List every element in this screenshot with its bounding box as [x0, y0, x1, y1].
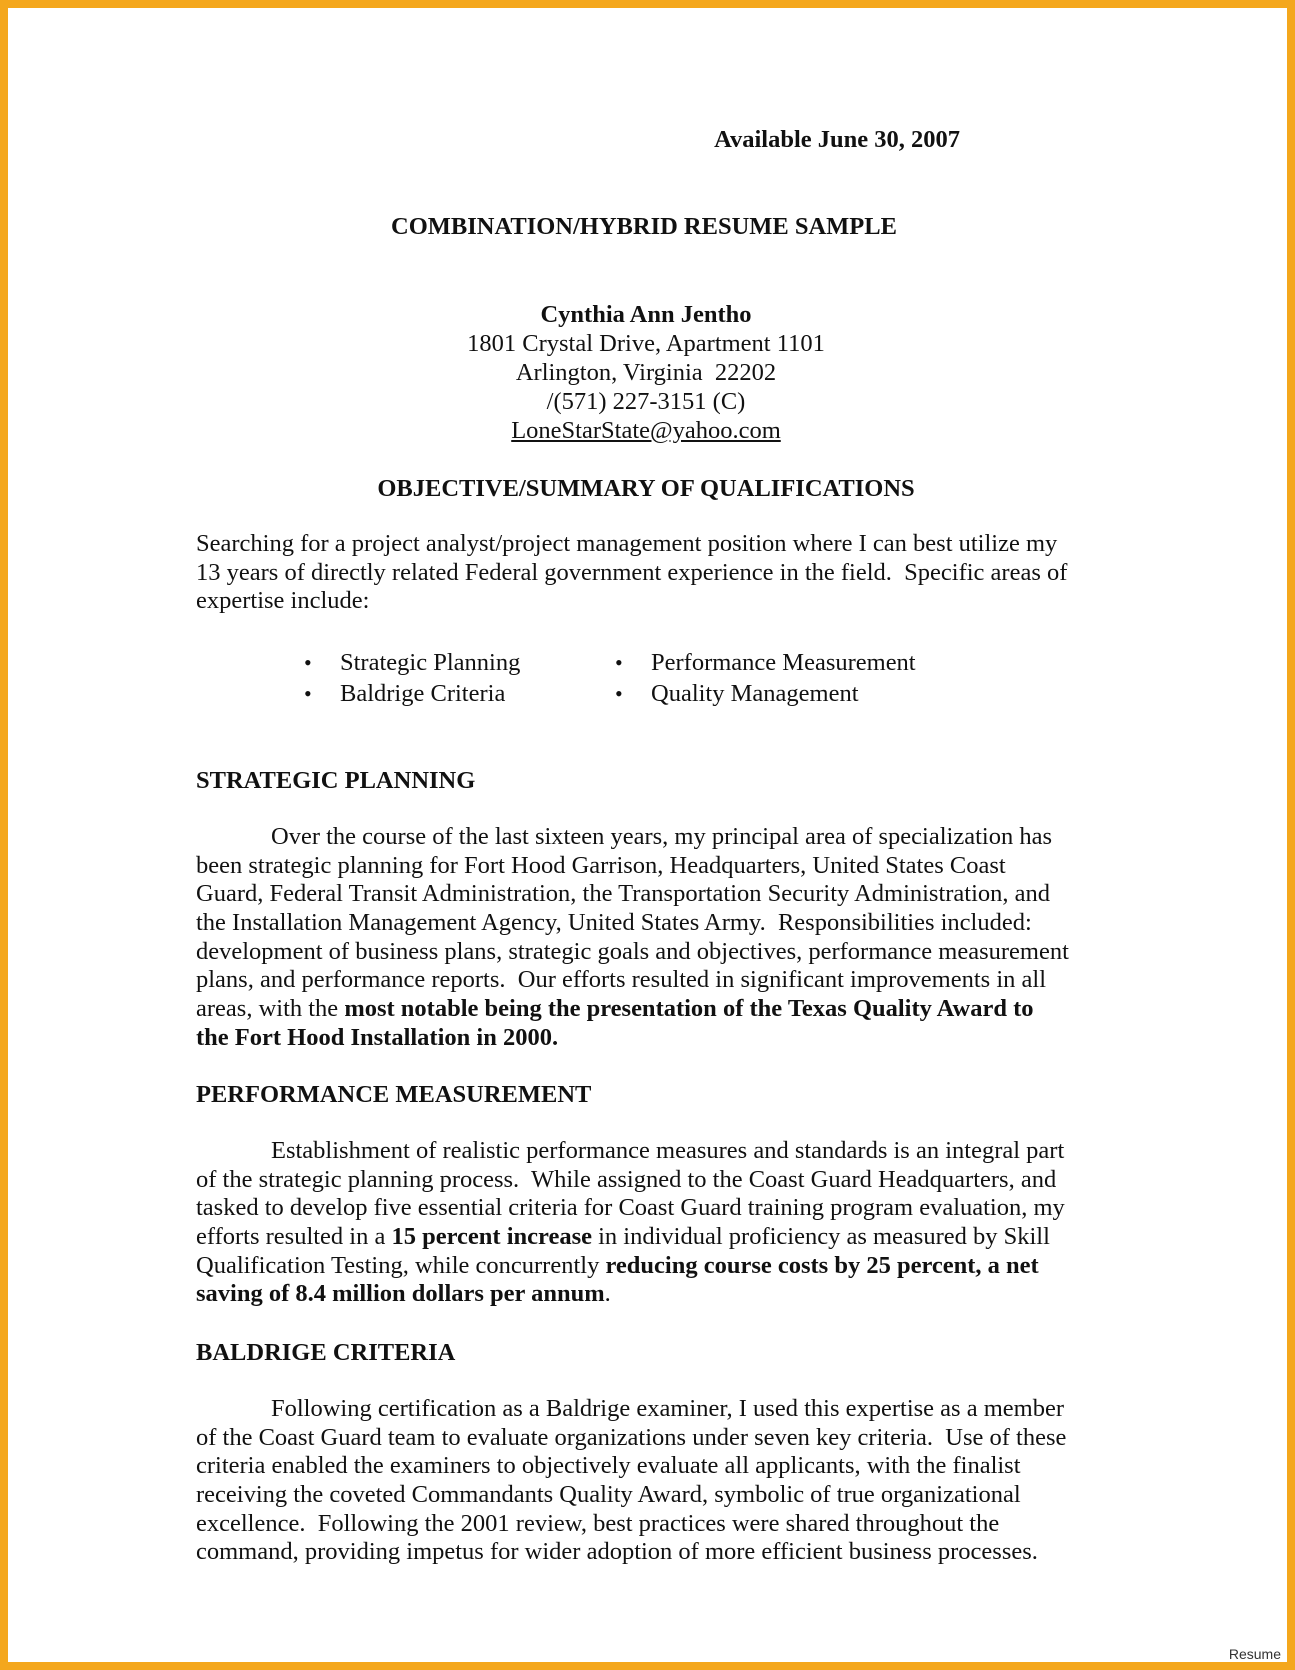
- objective-line: Searching for a project analyst/project management position where I can best utilize my: [196, 530, 1058, 557]
- paragraph-line: Guard, Federal Transit Administration, the Transportation Security Administration, and: [196, 880, 1051, 908]
- watermark-label: Resume: [1228, 1646, 1281, 1662]
- paragraph-line: saving of 8.4 million dollars per annum.: [196, 1280, 611, 1308]
- bullet-icon: •: [304, 681, 312, 706]
- objective-heading: OBJECTIVE/SUMMARY OF QUALIFICATIONS: [377, 475, 915, 502]
- paragraph-line: command, providing impetus for wider adoption of more efficient business processes.: [196, 1538, 1038, 1566]
- paragraph-line: the Installation Management Agency, United States Army. Responsibilities included:: [196, 909, 1032, 937]
- contact-phone: /(571) 227-3151 (C): [546, 388, 746, 415]
- paragraph-line: Qualification Testing, while concurrently reducing course costs by 25 percent, a net: [196, 1251, 1039, 1279]
- performance-measurement-paragraph: [196, 1136, 1096, 1308]
- paragraph-line: Establishment of realistic performance measures and standards is an integral part: [271, 1137, 1065, 1164]
- contact-address-line-1: 1801 Crystal Drive, Apartment 1101: [467, 330, 825, 357]
- paragraph-line: of the Coast Guard team to evaluate organizations under seven key criteria. Use of these: [196, 1423, 1067, 1451]
- paragraph-line: excellence. Following the 2001 review, best practices were shared throughout the: [196, 1509, 1000, 1537]
- contact-email-link[interactable]: LoneStarState@yahoo.com: [511, 417, 781, 444]
- strategic-planning-paragraph: [196, 822, 1096, 1052]
- contact-address-line-2: Arlington, Virginia 22202: [515, 359, 777, 386]
- availability-date: Available June 30, 2007: [714, 126, 960, 153]
- baldrige-criteria-heading: BALDRIGE CRITERIA: [196, 1339, 456, 1366]
- paragraph-line: of the strategic planning process. While assigned to the Coast Guard Headquarters, and: [196, 1165, 1057, 1193]
- objective-line: 13 years of directly related Federal government experience in the field. Specific areas of: [196, 558, 1068, 586]
- paragraph-line: Over the course of the last sixteen years, my principal area of specialization has: [271, 823, 1052, 850]
- bullet-icon: •: [304, 650, 312, 675]
- objective-paragraph: [196, 529, 1096, 615]
- paragraph-line: development of business plans, strategic goals and objectives, performance measurement: [196, 937, 1069, 965]
- paragraph-line: the Fort Hood Installation in 2000.: [196, 1023, 559, 1051]
- paragraph-line: plans, and performance reports. Our efforts resulted in significant improvements in all: [196, 966, 1046, 994]
- paragraph-line: receiving the coveted Commandants Quality Award, symbolic of true organizational: [196, 1481, 1021, 1509]
- paragraph-line: efforts resulted in a 15 percent increase in individual proficiency as measured by Skill: [196, 1223, 1050, 1251]
- baldrige-criteria-paragraph: [196, 1394, 1096, 1566]
- objective-line: expertise include:: [196, 587, 370, 615]
- expertise-list: • Strategic Planning • Baldrige Criteria • Performance Measurement • Quality Management: [304, 649, 916, 707]
- paragraph-line: tasked to develop five essential criteria for Coast Guard training program evaluation, my: [196, 1194, 1065, 1222]
- paragraph-line: criteria enabled the examiners to objectively evaluate all applicants, with the finalist: [196, 1452, 1021, 1480]
- paragraph-line: areas, with the most notable being the presentation of the Texas Quality Award to: [196, 995, 1034, 1023]
- contact-name: Cynthia Ann Jentho: [540, 301, 752, 328]
- document-title: COMBINATION/HYBRID RESUME SAMPLE: [391, 213, 897, 240]
- strategic-planning-heading: STRATEGIC PLANNING: [196, 767, 476, 794]
- bullet-icon: •: [615, 650, 623, 675]
- paragraph-line: Following certification as a Baldrige examiner, I used this expertise as a member: [271, 1395, 1064, 1422]
- paragraph-line: been strategic planning for Fort Hood Garrison, Headquarters, United States Coast: [196, 851, 1006, 879]
- contact-block: [196, 300, 1096, 445]
- performance-measurement-heading: PERFORMANCE MEASUREMENT: [196, 1081, 592, 1108]
- bullet-icon: •: [615, 681, 623, 706]
